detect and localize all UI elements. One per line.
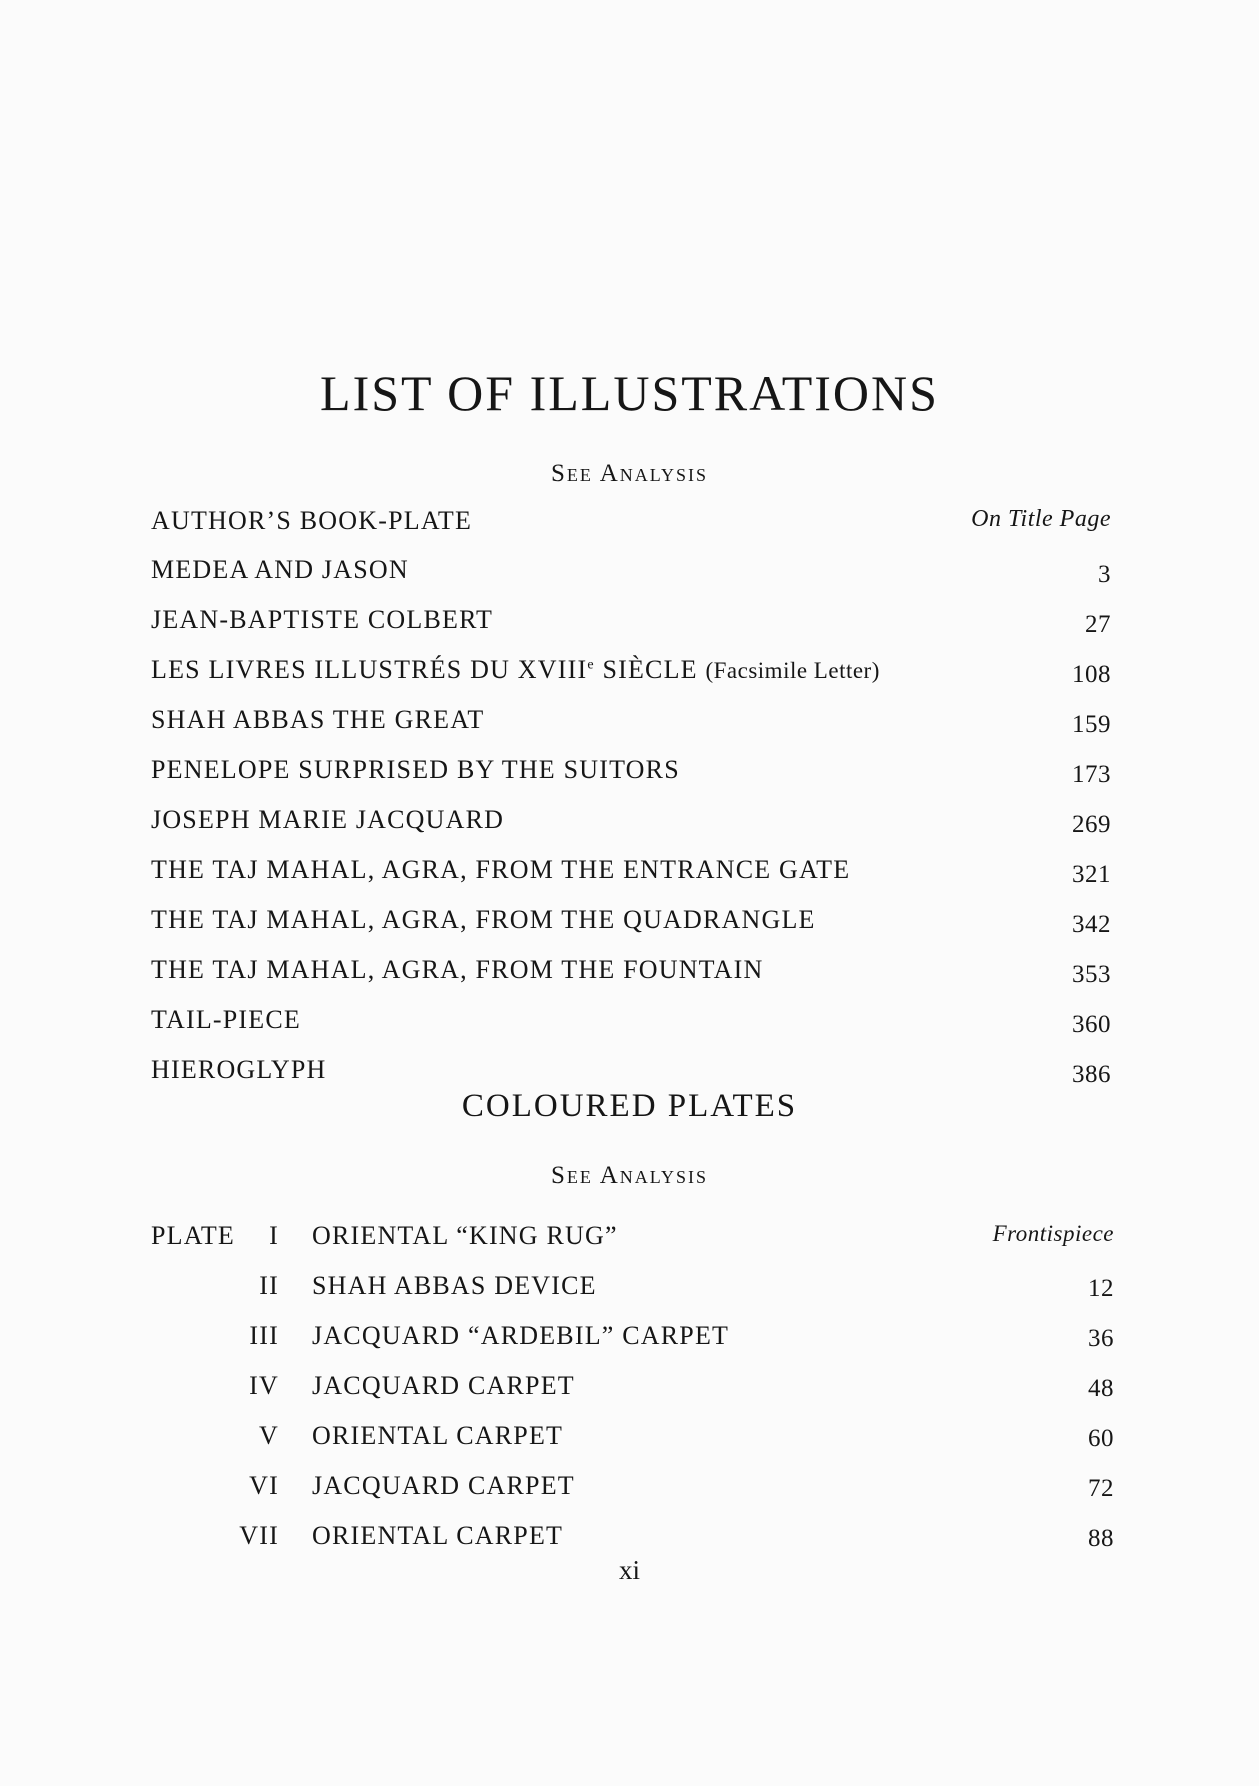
plate-page: 36	[1088, 1325, 1114, 1352]
illustration-page: On Title Page	[971, 506, 1111, 532]
illustration-note: (Facsimile Letter)	[705, 658, 880, 683]
plate-page: 72	[1088, 1475, 1114, 1502]
illustration-title: HIEROGLYPH	[151, 1055, 327, 1084]
plate-page: Frontispiece	[992, 1221, 1114, 1246]
plate-page: 88	[1088, 1525, 1114, 1552]
illustration-title: TAIL-PIECE	[151, 1005, 301, 1034]
plate-title: ORIENTAL CARPET	[312, 1521, 564, 1550]
illustration-entry	[151, 855, 1111, 895]
illustration-entry	[151, 755, 1111, 795]
plate-number: I	[269, 1221, 279, 1250]
illustration-entry	[151, 555, 1111, 595]
plate-word: PLATE	[151, 1221, 235, 1250]
plate-title: SHAH ABBAS DEVICE	[312, 1271, 597, 1300]
plate-entry	[151, 1371, 1114, 1411]
illustration-page: 269	[1072, 811, 1111, 838]
plate-entry	[151, 1321, 1114, 1361]
plate-title: ORIENTAL “KING RUG”	[312, 1221, 618, 1250]
illustration-page: 159	[1072, 711, 1111, 738]
plate-number: VII	[239, 1521, 279, 1550]
plate-page: 48	[1088, 1375, 1114, 1402]
illustration-title: THE TAJ MAHAL, AGRA, FROM THE ENTRANCE GATE	[151, 855, 851, 884]
illustration-title: MEDEA AND JASON	[151, 555, 409, 584]
plate-entry	[151, 1421, 1114, 1461]
illustration-title: THE TAJ MAHAL, AGRA, FROM THE QUADRANGLE	[151, 905, 816, 934]
plate-number: IV	[249, 1371, 279, 1400]
illustration-page: 321	[1072, 861, 1111, 888]
see-analysis-subtitle: See Analysis	[550, 460, 709, 487]
plate-title: JACQUARD CARPET	[312, 1471, 575, 1500]
illustration-page: 386	[1072, 1061, 1111, 1088]
plate-page: 12	[1088, 1275, 1114, 1302]
plate-entry	[151, 1221, 1114, 1261]
illustration-title	[151, 655, 880, 685]
page-title: LIST OF ILLUSTRATIONS	[320, 365, 939, 421]
illustration-entry	[151, 1005, 1111, 1045]
plate-number: III	[249, 1321, 279, 1350]
plate-title: ORIENTAL CARPET	[312, 1421, 564, 1450]
illustration-title-part: SIÈCLE	[594, 655, 698, 684]
see-analysis-subtitle: See Analysis	[550, 1162, 709, 1189]
plate-number: II	[259, 1271, 279, 1300]
illustration-entry	[151, 955, 1111, 995]
illustration-title: PENELOPE SURPRISED BY THE SUITORS	[151, 755, 680, 784]
illustration-entry	[151, 805, 1111, 845]
illustration-page: 27	[1085, 611, 1111, 638]
illustration-page: 108	[1072, 661, 1111, 688]
illustration-title: JEAN-BAPTISTE COLBERT	[151, 605, 494, 634]
illustration-title-part: LES LIVRES ILLUSTRÉS DU XVIII	[151, 655, 588, 684]
illustration-page: 342	[1072, 911, 1111, 938]
superscript: e	[587, 657, 595, 673]
coloured-plates-heading: COLOURED PLATES	[461, 1088, 798, 1124]
plate-page: 60	[1088, 1425, 1114, 1452]
plate-entry	[151, 1271, 1114, 1311]
plate-title: JACQUARD CARPET	[312, 1371, 575, 1400]
plate-entry	[151, 1471, 1114, 1511]
illustration-page: 173	[1072, 761, 1111, 788]
illustration-entry	[151, 605, 1111, 645]
illustration-page: 360	[1072, 1011, 1111, 1038]
illustration-entry	[151, 506, 1111, 546]
page-number-folio: xi	[618, 1555, 640, 1585]
illustration-title: AUTHOR’S BOOK-PLATE	[151, 506, 473, 535]
illustration-entry	[151, 905, 1111, 945]
illustration-title: SHAH ABBAS THE GREAT	[151, 705, 485, 734]
illustration-page: 3	[1098, 561, 1111, 588]
plate-number: V	[259, 1421, 279, 1450]
plate-number: VI	[249, 1471, 279, 1500]
illustration-page: 353	[1072, 961, 1111, 988]
illustration-title: JOSEPH MARIE JACQUARD	[151, 805, 505, 834]
illustration-entry	[151, 705, 1111, 745]
illustration-title: THE TAJ MAHAL, AGRA, FROM THE FOUNTAIN	[151, 955, 764, 984]
illustration-entry	[151, 655, 1111, 695]
plate-title: JACQUARD “ARDEBIL” CARPET	[312, 1321, 730, 1350]
